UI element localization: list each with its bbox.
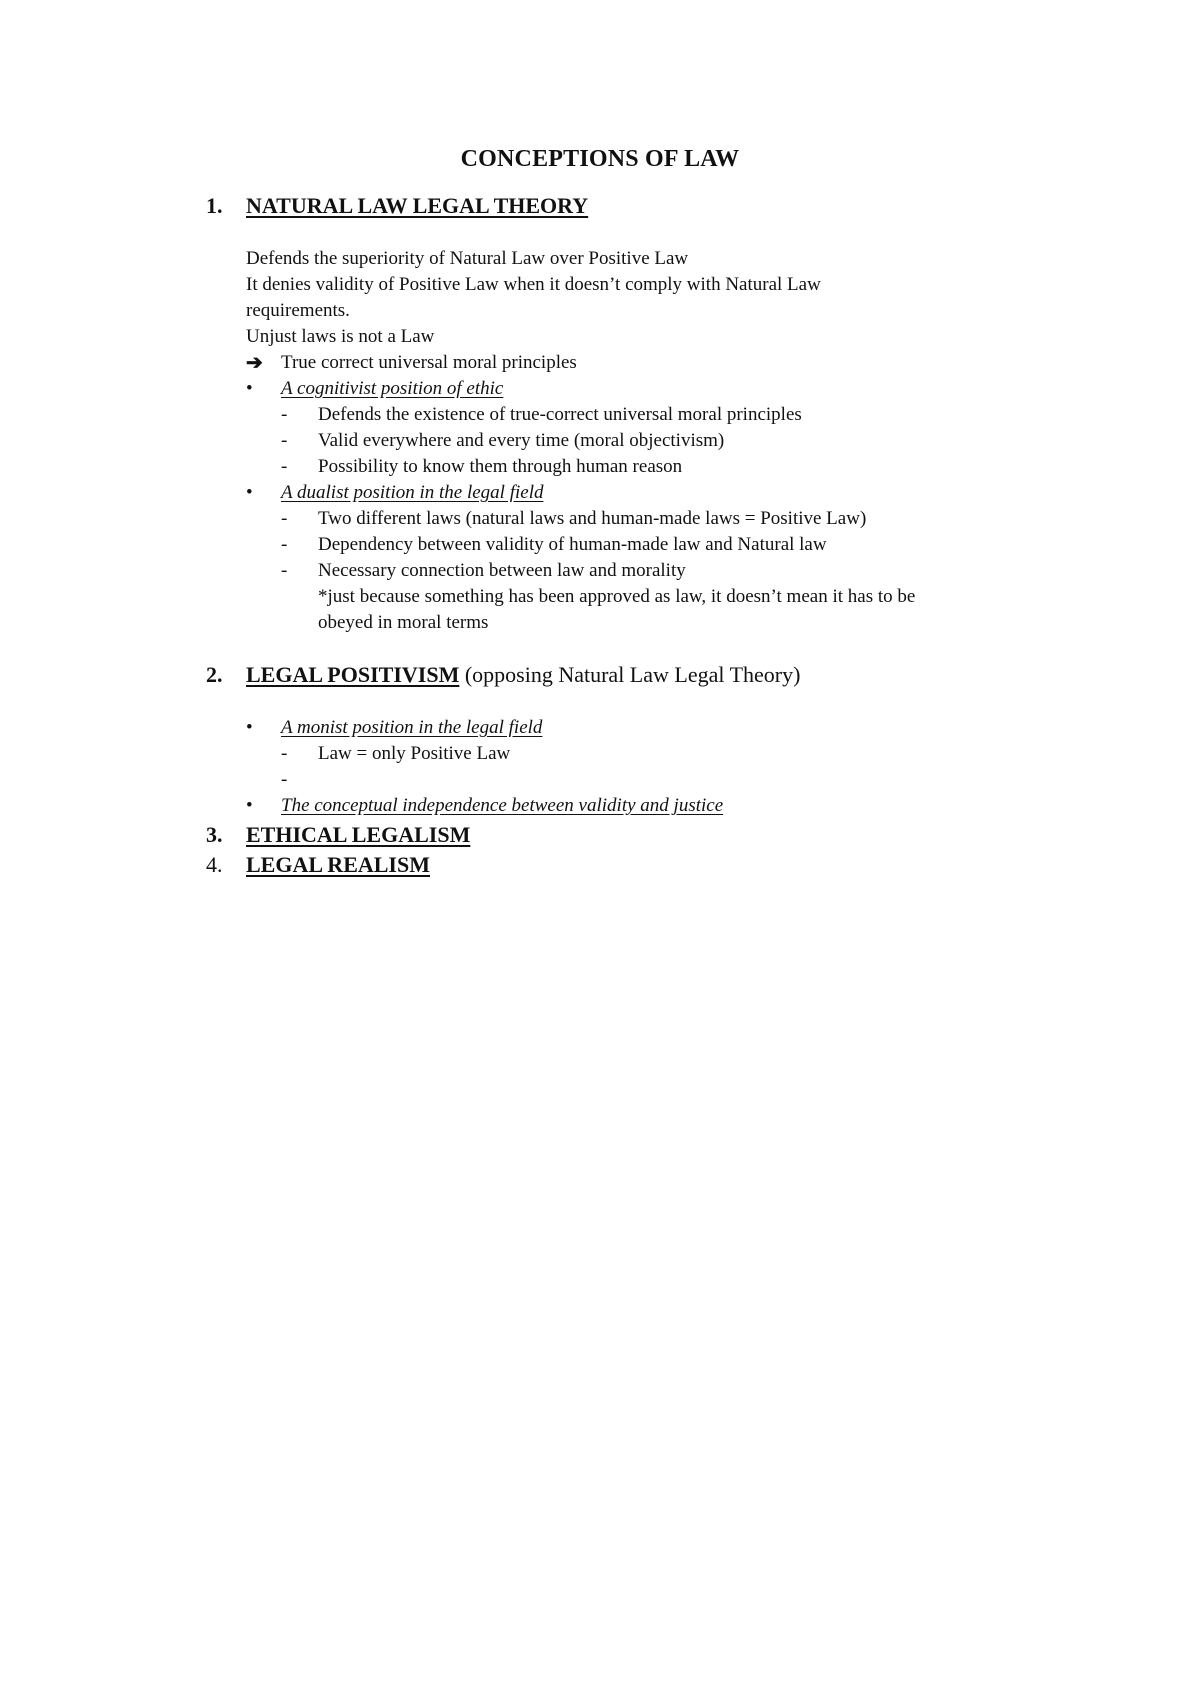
section-2-subtitle: (opposing Natural Law Legal Theory) bbox=[459, 662, 801, 687]
dash-marker: - bbox=[281, 743, 288, 764]
dash-item: Two different laws (natural laws and human-made laws = Positive Law) bbox=[318, 508, 867, 529]
bullet-icon: • bbox=[246, 717, 253, 738]
paragraph-line: Defends the superiority of Natural Law over Positive Law bbox=[246, 248, 689, 269]
paragraph-line: It denies validity of Positive Law when it doesn’t comply with Natural Law bbox=[246, 274, 821, 295]
bullet-label: A dualist position in the legal field bbox=[281, 482, 544, 503]
dash-item: Defends the existence of true-correct universal moral principles bbox=[318, 404, 802, 425]
section-3-heading bbox=[206, 822, 470, 848]
bullet-icon: • bbox=[246, 482, 253, 503]
section-2-number: 2. bbox=[206, 662, 223, 687]
document-title: CONCEPTIONS OF LAW bbox=[460, 146, 740, 172]
dash-item: Valid everywhere and every time (moral objectivism) bbox=[318, 430, 725, 451]
bullet-label: A cognitivist position of ethic bbox=[281, 378, 504, 399]
section-2-title: LEGAL POSITIVISM bbox=[246, 662, 460, 687]
section-3-title: ETHICAL LEGALISM bbox=[246, 822, 471, 847]
dash-marker: - bbox=[281, 534, 288, 555]
dash-item: Dependency between validity of human-made law and Natural law bbox=[318, 534, 827, 555]
dash-item: Law = only Positive Law bbox=[318, 743, 511, 764]
section-4-number: 4. bbox=[206, 852, 223, 877]
note-line: *just because something has been approved as law, it doesn’t mean it has to be bbox=[318, 586, 916, 607]
bullet-icon: • bbox=[246, 378, 253, 399]
bullet-icon: • bbox=[246, 795, 253, 816]
section-1-heading bbox=[206, 193, 588, 219]
dash-marker: - bbox=[281, 456, 288, 477]
section-1-number: 1. bbox=[206, 193, 223, 218]
dash-item: Necessary connection between law and morality bbox=[318, 560, 686, 581]
dash-marker: - bbox=[281, 430, 288, 451]
dash-marker: - bbox=[281, 404, 288, 425]
arrow-item: True correct universal moral principles bbox=[281, 352, 577, 373]
section-1-title: NATURAL LAW LEGAL THEORY bbox=[246, 193, 589, 218]
dash-marker: - bbox=[281, 508, 288, 529]
note-line: obeyed in moral terms bbox=[318, 612, 489, 633]
section-2-heading bbox=[206, 662, 800, 688]
section-4-heading bbox=[206, 852, 430, 878]
bullet-label: A monist position in the legal field bbox=[281, 717, 543, 738]
paragraph-line: Unjust laws is not a Law bbox=[246, 326, 435, 347]
dash-marker: - bbox=[281, 560, 288, 581]
arrow-icon: ➔ bbox=[246, 352, 263, 374]
bullet-label: The conceptual independence between validity and justice bbox=[281, 795, 724, 816]
section-3-number: 3. bbox=[206, 822, 223, 847]
dash-marker: - bbox=[281, 769, 288, 790]
paragraph-line: requirements. bbox=[246, 300, 350, 321]
dash-item: Possibility to know them through human reason bbox=[318, 456, 683, 477]
section-4-title: LEGAL REALISM bbox=[246, 852, 430, 877]
